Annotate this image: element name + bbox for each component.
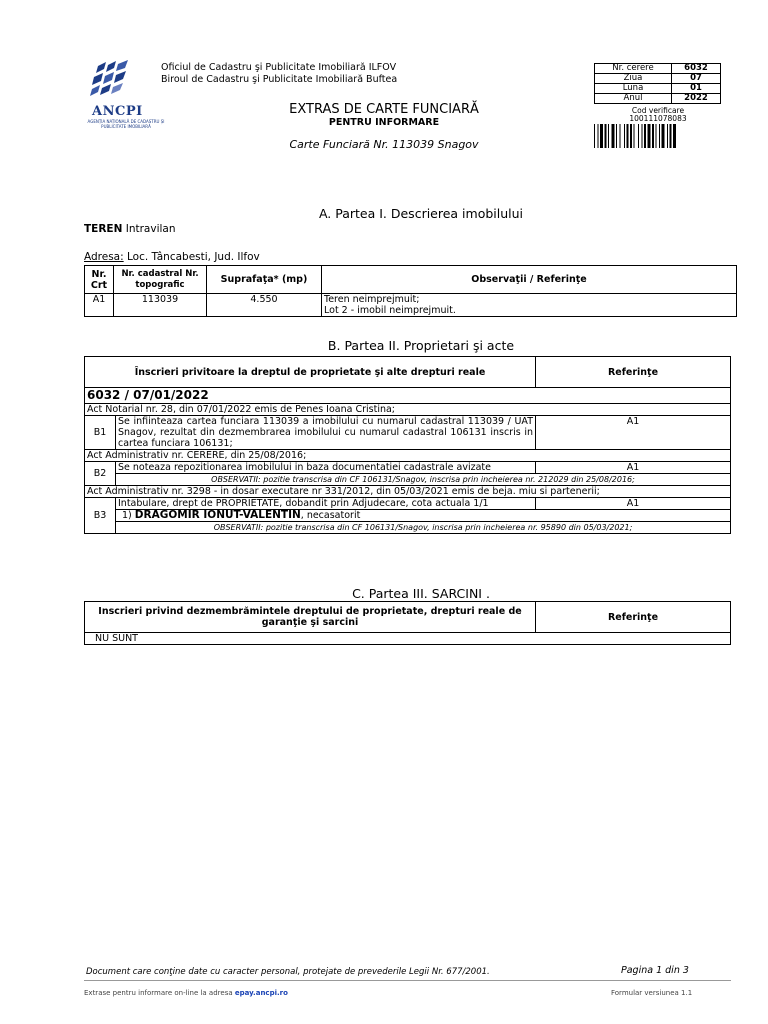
col-nr-crt: Nr. Crt	[85, 266, 114, 294]
entry-code-b2: B2	[85, 462, 116, 486]
section-a-heading: A. Partea I. Descrierea imobilului	[318, 206, 524, 221]
verification-code-value: 100111078083	[629, 114, 687, 123]
logo-brand: ANCPI	[92, 104, 143, 119]
request-label: Nr. cerere	[595, 64, 672, 74]
request-value: 2022	[672, 94, 721, 104]
footer-online	[84, 989, 288, 997]
document-title: EXTRAS DE CARTE FUNCIARĂ	[289, 102, 479, 117]
sarcini-header: Inscrieri privind dezmembrămintele dreptului de proprietate, drepturi reale de garanţie şi sarcini	[85, 602, 536, 633]
entry-code-b1: B1	[85, 416, 116, 450]
entry-text-b2: Se noteaza repozitionarea imobilului in baza documentatiei cadastrale avizate	[116, 462, 536, 474]
entry-id: 6032 / 07/01/2022	[85, 388, 731, 404]
col-suprafata: Suprafaţa* (mp)	[207, 266, 322, 294]
act-administrativ-2: Act Administrativ nr. 3298 - in dosar executare nr 331/2012, din 05/03/2021 emis de beja. miu si partenerii;	[85, 486, 731, 498]
request-label: Ziua	[595, 74, 672, 84]
teren-value: Intravilan	[125, 223, 176, 235]
form-version: Formular versiunea 1.1	[611, 989, 693, 997]
footer-online-prefix: Extrase pentru informare on-line la adresa	[84, 989, 233, 997]
ancpi-logo-mark	[84, 60, 144, 106]
proprietari-header: Înscrieri privitoare la dreptul de proprietate şi alte drepturi reale	[85, 357, 536, 388]
proprietari-table	[84, 356, 731, 534]
sarcini-none: NU SUNT	[85, 633, 731, 645]
footer-note: Document care conţine date cu caracter personal, protejate de prevederile Legii Nr. 677/2001.	[86, 967, 490, 977]
observatii-line-1: Teren neimprejmuit;	[324, 294, 420, 305]
row-cadastral: 113039	[114, 294, 207, 317]
section-b-heading: B. Partea II. Proprietari şi acte	[327, 338, 515, 353]
verification-code-label: Cod verificare	[631, 106, 685, 115]
request-value: 07	[672, 74, 721, 84]
section-c-heading: C. Partea III. SARCINI .	[352, 586, 490, 601]
adresa-label: Adresa:	[84, 251, 124, 263]
adresa-line	[84, 251, 260, 263]
entry-text-b1: Se infiinteaza cartea funciara 113039 a imobilului cu numarul cadastral 113039 / UAT Snagov, rezultat din dezmembrarea imobilului cu numarul cadastral 106131 inscris in cartea funciara 106131;	[116, 416, 536, 450]
footer-divider	[84, 980, 731, 981]
proprietari-header-ref: Referinţe	[536, 357, 731, 388]
entry-text-b3: Intabulare, drept de PROPRIETATE, dobandit prin Adjudecare, cota actuala 1/1	[116, 498, 536, 510]
carte-funciara-number: Carte Funciară Nr. 113039 Snagov	[289, 138, 479, 151]
entry-obs-b3: OBSERVATII: pozitie transcrisa din CF 106131/Snagov, inscrisa prin incheierea nr. 95890 din 05/03/2021;	[116, 522, 731, 534]
entry-ref-b2: A1	[536, 462, 731, 474]
entry-obs-b2: OBSERVATII: pozitie transcrisa din CF 106131/Snagov, inscrisa prin incheierea nr. 212029 din 25/08/2016;	[116, 474, 731, 486]
teren-label: TEREN	[84, 223, 123, 235]
sarcini-header-ref: Referinţe	[536, 602, 731, 633]
act-administrativ-1: Act Administrativ nr. CERERE, din 25/08/2016;	[85, 450, 731, 462]
request-value: 01	[672, 84, 721, 94]
office-line-1: Oficiul de Cadastru şi Publicitate Imobiliară ILFOV	[161, 62, 397, 73]
request-label: Luna	[595, 84, 672, 94]
observatii-line-2: Lot 2 - imobil neimprejmuit.	[324, 305, 456, 316]
page-number: Pagina 1 din 3	[621, 965, 689, 976]
row-observatii	[322, 294, 737, 317]
document-subtitle: PENTRU INFORMARE	[328, 117, 440, 128]
row-nr: A1	[85, 294, 114, 317]
col-nr-cadastral: Nr. cadastral Nr. topografic	[114, 266, 207, 294]
entry-ref-b3: A1	[536, 498, 731, 510]
adresa-value: Loc. Tâncabesti, Jud. Ilfov	[127, 251, 260, 263]
row-suprafata: 4.550	[207, 294, 322, 317]
office-line-2: Biroul de Cadastru şi Publicitate Imobiliară Buftea	[161, 74, 398, 85]
request-info-box	[594, 63, 721, 104]
entry-ref-b1: A1	[536, 416, 731, 450]
owner-number: 1)	[122, 510, 132, 521]
request-label: Anul	[595, 94, 672, 104]
footer-online-link[interactable]: epay.ancpi.ro	[234, 989, 288, 997]
logo-subtitle: AGENȚIA NAȚIONALĂ DE CADASTRU ȘI PUBLICITATE IMOBILIARĂ	[87, 119, 165, 129]
owner-name: DRAGOMIR IONUT-VALENTIN	[134, 509, 301, 521]
teren-line	[84, 223, 176, 235]
col-observatii: Observaţii / Referinţe	[322, 266, 737, 294]
imobil-table	[84, 265, 737, 317]
entry-code-b3: B3	[85, 498, 116, 534]
owner-line	[116, 510, 731, 522]
owner-status: , necasatorit	[300, 510, 361, 521]
sarcini-table	[84, 601, 731, 645]
request-value: 6032	[672, 64, 721, 74]
act-notarial: Act Notarial nr. 28, din 07/01/2022 emis de Penes Ioana Cristina;	[85, 404, 731, 416]
